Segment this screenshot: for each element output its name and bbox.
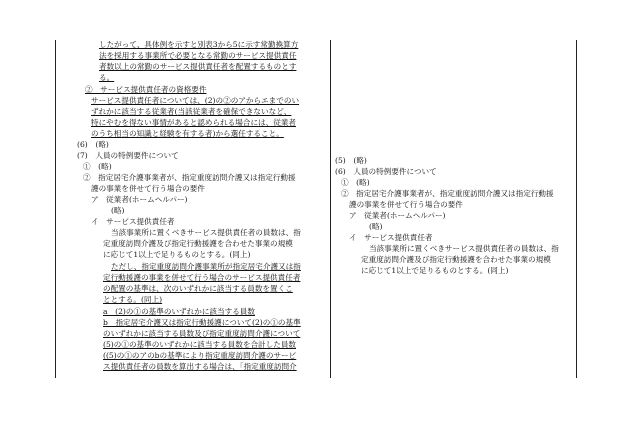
center-divider-line — [330, 40, 331, 378]
text-line: 当該事業所に置くべきサービス提供責任者の員数は、指 — [369, 244, 559, 253]
text-line: a (2)の①の基準のいずれかに該当する員数 — [103, 307, 255, 316]
text-line: に応じて1以上で足りるものとする。(同上) — [361, 266, 509, 275]
text-line: ① (略) — [341, 178, 370, 187]
text-line: 定重度訪問介護及び指定行動援護を合わせた事業の規模 — [361, 255, 551, 264]
text-line: に応じて1以上で足りるものとする。(同上) — [103, 250, 251, 259]
text-line: ア 従業者(ホームヘルパー) — [349, 211, 446, 220]
text-line: (5) (略) — [335, 156, 367, 165]
text-line: 法を採用する事業所で必要となる常勤のサービス提供責任 — [99, 51, 297, 60]
text-line: ② サービス提供責任者の資格要件 — [85, 85, 207, 94]
text-line: る。 — [99, 73, 115, 82]
text-line: (6) 人員の特例要件について — [335, 167, 437, 176]
text-line: ② 指定居宅介護事業者が、指定重度訪問介護又は指定行動援 — [83, 173, 296, 182]
text-line: ((5)の①のアのbの基準により指定重度訪問介護のサービ — [103, 351, 297, 360]
text-line: 者数以上の常勤のサービス提供責任者を配置するものとす — [99, 62, 297, 71]
text-line: ととする。(同上) — [103, 295, 163, 304]
text-line: ス提供責任者の員数を算出する場合は、「指定重度訪問介 — [103, 362, 297, 371]
text-line: ただし、指定重度訪問介護事業所が指定居宅介護又は指 — [111, 262, 301, 271]
text-line: (略) — [369, 222, 383, 231]
text-line: 定重度訪問介護及び指定行動援護を合わせた事業の規模 — [103, 239, 293, 248]
text-line: b 指定居宅介護又は指定行動援護について(2)の①の基準 — [103, 318, 301, 327]
text-line: サービス提供責任者については、(2)の②のアからエまでのい — [91, 96, 300, 105]
text-line: ② 指定居宅介護事業者が、指定重度訪問介護又は指定行動援 — [341, 189, 554, 198]
right-border-line — [576, 40, 577, 378]
text-line: したがって、具体例を示すと別表3から5に示す常勤換算方 — [99, 40, 299, 49]
text-line: (7) 人員の特例要件について — [77, 151, 179, 160]
text-line: 護の事業を併せて行う場合の要件 — [349, 200, 463, 209]
text-line: (略) — [111, 206, 125, 215]
text-line: 当該事業所に置くべきサービス提供責任者の員数は、指 — [111, 228, 301, 237]
text-line: ① (略) — [83, 162, 112, 171]
text-line: (6) (略) — [77, 140, 109, 149]
text-line: 特にやむを得ない事情があると認められる場合には、従業者 — [91, 118, 297, 127]
text-line: のうち相当の知識と経験を有する者)から選任すること。 — [91, 129, 284, 138]
text-line: ア 従業者(ホームヘルパー) — [91, 195, 188, 204]
text-line: イ サービス提供責任者 — [349, 233, 433, 242]
text-line: のいずれかに該当する員数及び指定重度訪問介護について — [103, 329, 301, 338]
text-line: イ サービス提供責任者 — [91, 217, 175, 226]
text-line: の配置の基準は、次のいずれかに該当する員数を置くこ — [103, 284, 293, 293]
text-line: 護の事業を併せて行う場合の要件 — [91, 184, 205, 193]
text-line: (5)の①の基準のいずれかに該当する員数を合計した員数 — [103, 340, 297, 349]
text-line: ずれかに該当する従業者(当該従業者を確保できないなど、 — [91, 107, 292, 116]
text-line: 定行動援護の事業を併せて行う場合のサービス提供責任者 — [103, 273, 301, 282]
left-border-line — [55, 40, 56, 378]
